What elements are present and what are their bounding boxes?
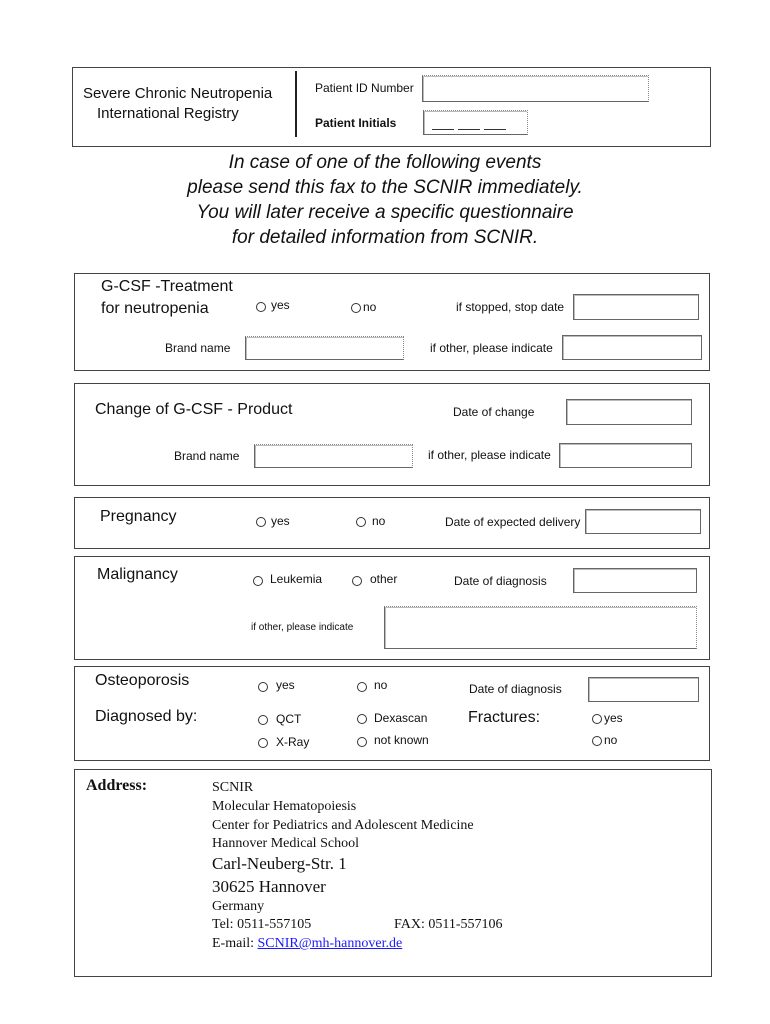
address-line4: Hannover Medical School xyxy=(212,836,359,851)
address-city: 30625 Hannover xyxy=(212,877,326,896)
header-divider xyxy=(295,71,297,137)
gcsf-yes-radio[interactable] xyxy=(256,302,266,312)
gcsf-title-line2: for neutropenia xyxy=(101,300,209,317)
pregnancy-title: Pregnancy xyxy=(100,508,177,525)
gcsf-brand-label: Brand name xyxy=(165,341,231,355)
not-known-label: not known xyxy=(374,733,429,747)
address-line2: Molecular Hematopoiesis xyxy=(212,799,357,814)
initial-blank xyxy=(484,120,506,130)
notice-line4: for detailed information from SCNIR. xyxy=(231,227,539,248)
xray-radio[interactable] xyxy=(258,738,268,748)
xray-label: X-Ray xyxy=(276,735,310,749)
notice-line3: You will later receive a specific questionnaire xyxy=(196,202,574,223)
osteoporosis-no-radio[interactable] xyxy=(357,682,367,692)
fractures-no-label: no xyxy=(604,733,618,747)
malignancy-other-radio[interactable] xyxy=(352,576,362,586)
patient-initials-field[interactable] xyxy=(423,110,528,135)
change-other-label: if other, please indicate xyxy=(428,448,551,462)
malignancy-other-indicate-label: if other, please indicate xyxy=(251,622,354,633)
change-brand-field[interactable] xyxy=(254,444,413,468)
address-fax: FAX: 0511-557106 xyxy=(394,917,503,932)
patient-id-field[interactable] xyxy=(422,75,649,102)
malignancy-other-label: other xyxy=(370,572,398,586)
registry-name-line1: Severe Chronic Neutropenia xyxy=(83,85,273,102)
address-line1: SCNIR xyxy=(212,780,254,795)
change-date-field[interactable] xyxy=(566,399,692,425)
gcsf-no-radio[interactable] xyxy=(351,303,361,313)
malignancy-date-field[interactable] xyxy=(573,568,697,593)
gcsf-stop-date-label: if stopped, stop date xyxy=(456,300,565,314)
gcsf-other-label: if other, please indicate xyxy=(430,341,553,355)
fractures-no-radio[interactable] xyxy=(592,736,602,746)
osteoporosis-title: Osteoporosis xyxy=(95,672,190,689)
osteoporosis-date-label: Date of diagnosis xyxy=(469,682,562,696)
gcsf-stop-date-field[interactable] xyxy=(573,294,699,320)
pregnancy-yes-label: yes xyxy=(271,514,290,528)
address-label: Address: xyxy=(86,777,148,794)
patient-initials-label: Patient Initials xyxy=(315,116,397,130)
gcsf-brand-field[interactable] xyxy=(245,336,404,360)
address-email-row xyxy=(212,936,402,952)
osteoporosis-yes-label: yes xyxy=(276,678,295,692)
pregnancy-delivery-field[interactable] xyxy=(585,509,701,534)
change-other-field[interactable] xyxy=(559,443,692,468)
gcsf-yes-label: yes xyxy=(271,298,290,312)
notice-line1: In case of one of the following events xyxy=(228,152,542,173)
fractures-label: Fractures: xyxy=(468,709,541,726)
malignancy-leukemia-radio[interactable] xyxy=(253,576,263,586)
initial-blank xyxy=(458,120,480,130)
change-title: Change of G-CSF - Product xyxy=(95,401,293,418)
osteoporosis-yes-radio[interactable] xyxy=(258,682,268,692)
change-date-label: Date of change xyxy=(453,405,535,419)
pregnancy-no-radio[interactable] xyxy=(356,517,366,527)
malignancy-leukemia-label: Leukemia xyxy=(270,572,323,586)
address-line3: Center for Pediatrics and Adolescent Medicine xyxy=(212,818,474,833)
osteoporosis-no-label: no xyxy=(374,678,388,692)
dexascan-radio[interactable] xyxy=(357,714,367,724)
gcsf-no-label: no xyxy=(363,300,377,314)
gcsf-title-line1: G-CSF -Treatment xyxy=(101,278,233,295)
pregnancy-no-label: no xyxy=(372,514,386,528)
osteoporosis-date-field[interactable] xyxy=(588,677,699,702)
patient-id-label: Patient ID Number xyxy=(315,81,414,95)
initial-blank xyxy=(432,120,454,130)
pregnancy-yes-radio[interactable] xyxy=(256,517,266,527)
qct-radio[interactable] xyxy=(258,715,268,725)
qct-label: QCT xyxy=(276,712,302,726)
gcsf-other-field[interactable] xyxy=(562,335,702,360)
address-country: Germany xyxy=(212,899,265,914)
malignancy-date-label: Date of diagnosis xyxy=(454,574,547,588)
malignancy-title: Malignancy xyxy=(97,566,178,583)
not-known-radio[interactable] xyxy=(357,737,367,747)
malignancy-other-field[interactable] xyxy=(384,606,697,649)
pregnancy-delivery-label: Date of expected delivery xyxy=(445,515,581,529)
dexascan-label: Dexascan xyxy=(374,711,428,725)
fractures-yes-label: yes xyxy=(604,711,623,725)
registry-name-line2: International Registry xyxy=(97,105,239,122)
fractures-yes-radio[interactable] xyxy=(592,714,602,724)
notice-line2: please send this fax to the SCNIR immediately. xyxy=(187,177,583,198)
address-street: Carl-Neuberg-Str. 1 xyxy=(212,854,347,873)
address-email-prefix: E-mail: xyxy=(212,936,258,951)
diagnosed-by-label: Diagnosed by: xyxy=(95,708,198,725)
change-brand-label: Brand name xyxy=(174,449,240,463)
address-tel: Tel: 0511-557105 xyxy=(212,917,312,932)
email-link[interactable]: SCNIR@mh-hannover.de xyxy=(257,936,403,951)
